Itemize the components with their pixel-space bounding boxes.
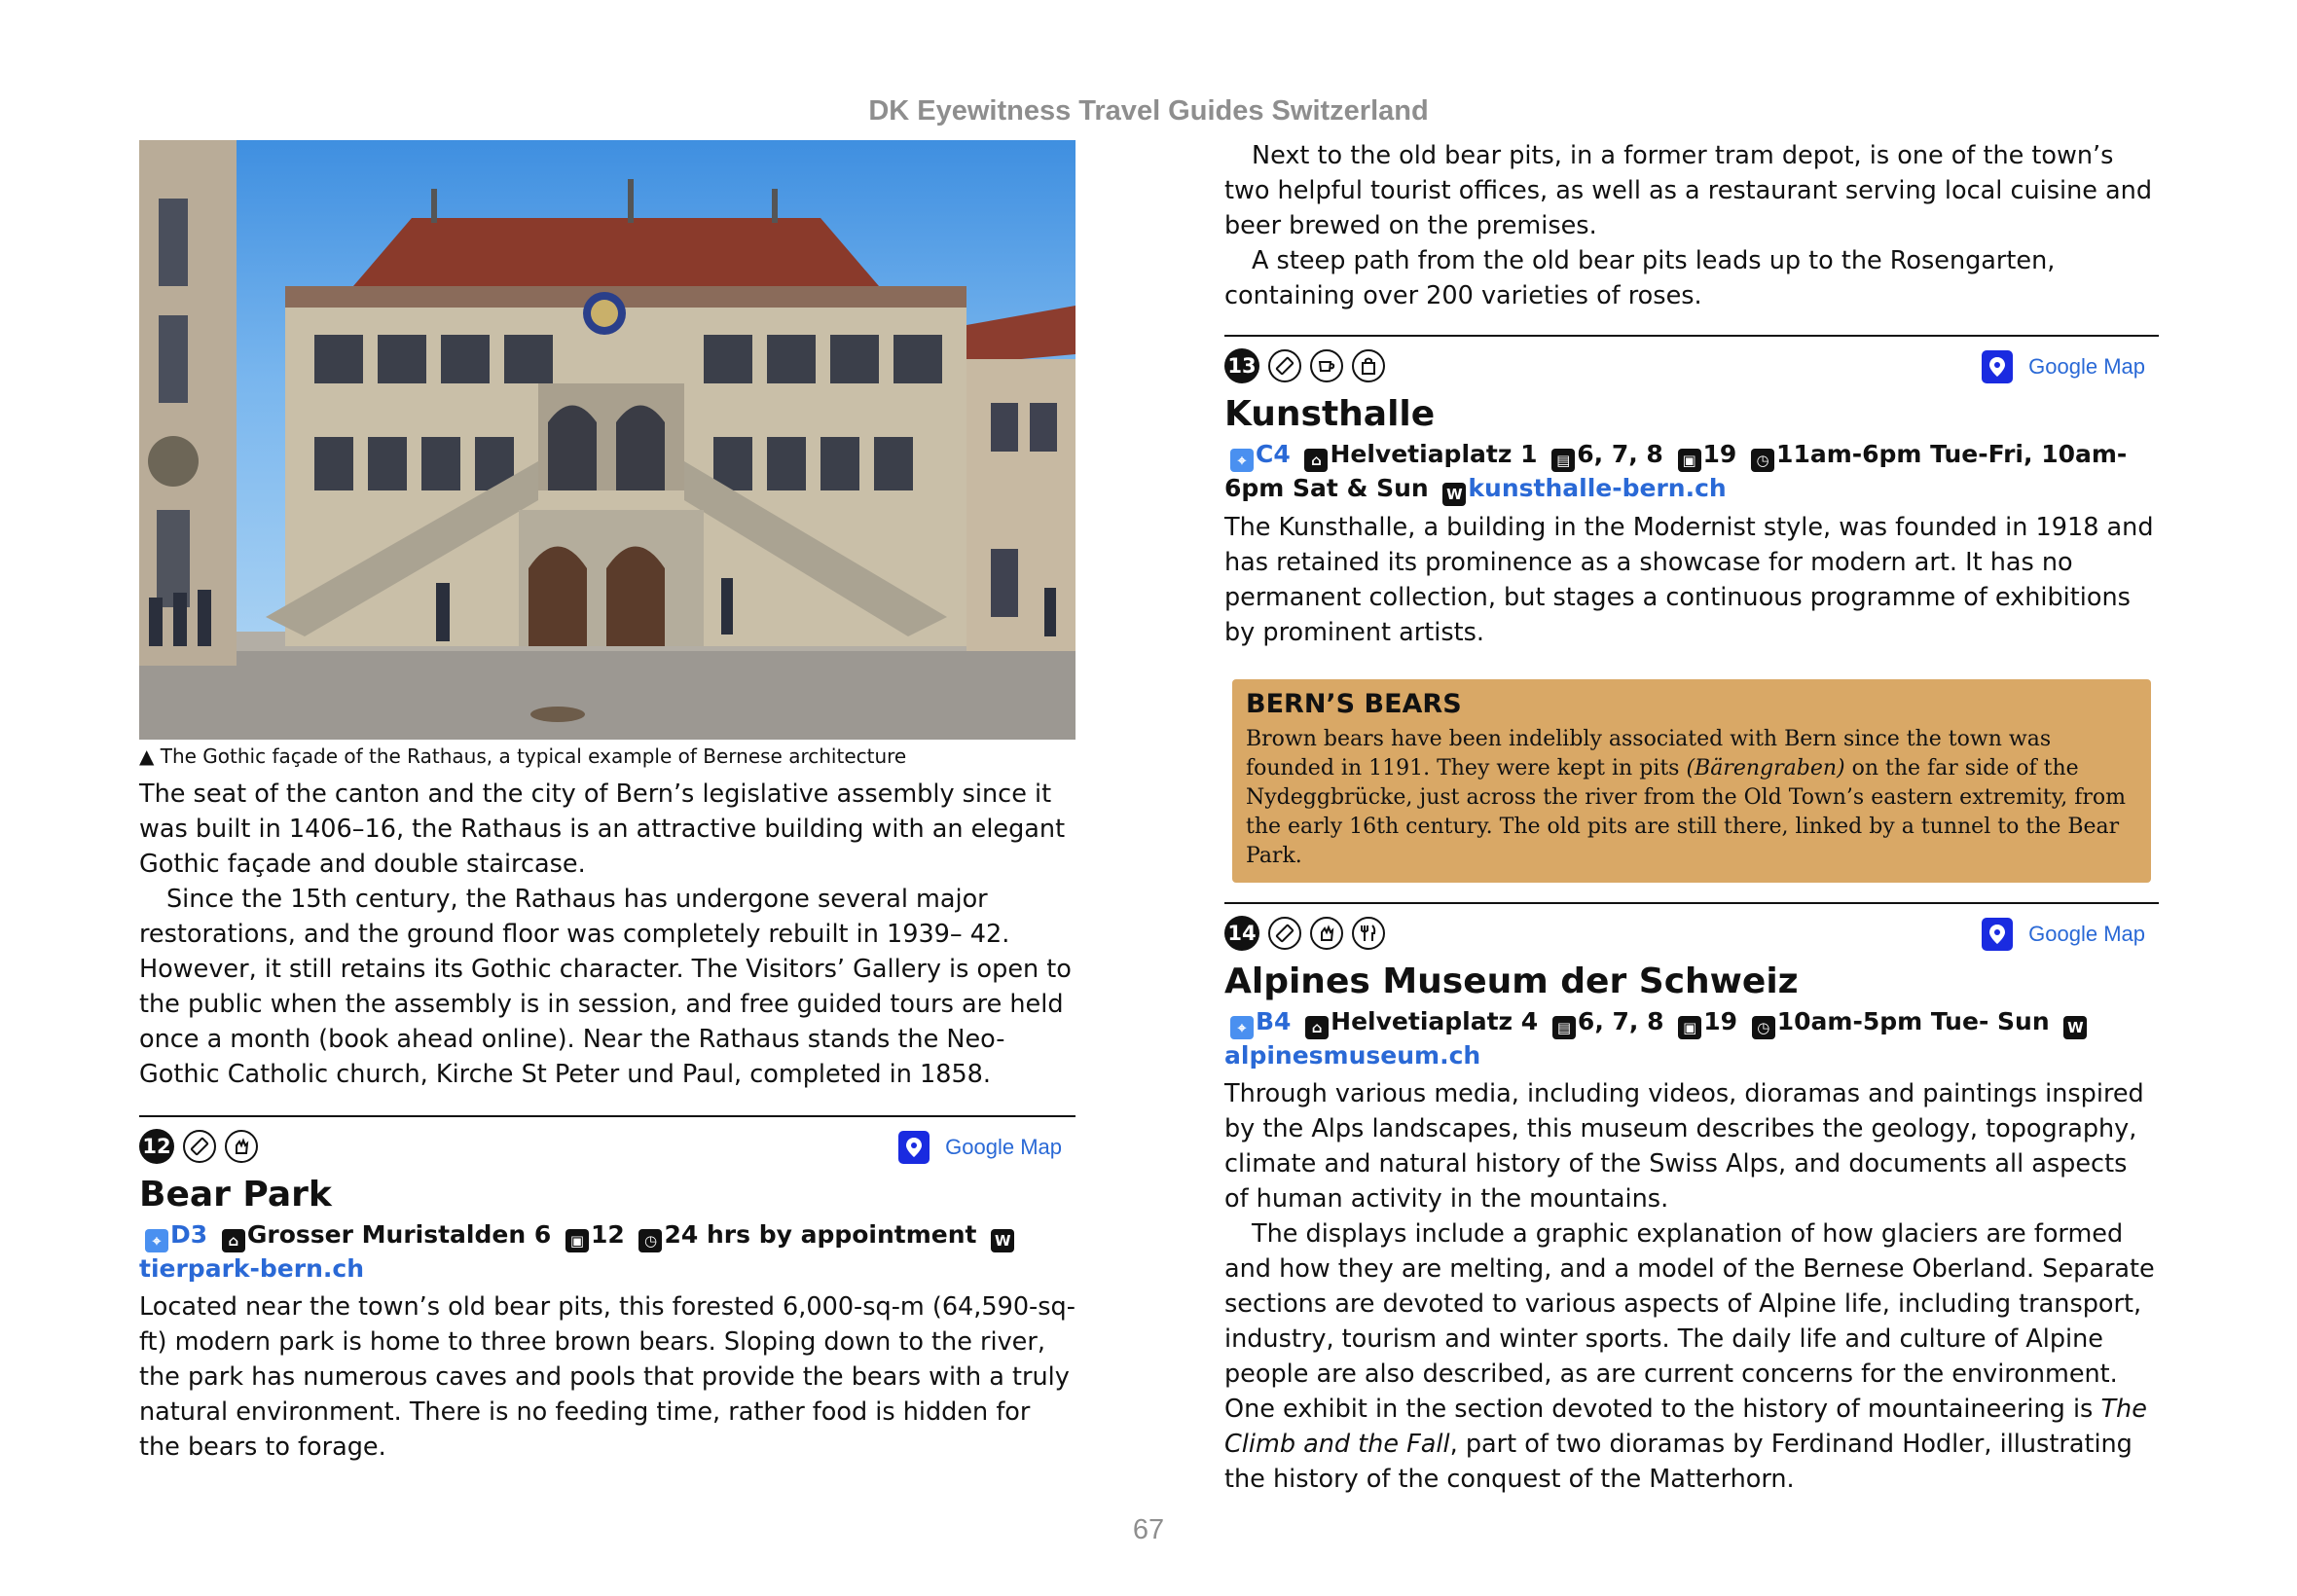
tram-lines: 6, 7, 8 <box>1577 440 1663 468</box>
web-icon: W <box>991 1229 1014 1252</box>
photo-caption: ▲ The Gothic façade of the Rathaus, a typical example of Bernese architecture <box>139 744 907 768</box>
tram-icon: ▤ <box>1551 449 1575 472</box>
entry-description: Located near the town’s old bear pits, this forested 6,000-sq-m (64,590-sq-ft) modern park is home to three brown bears. Sloping down to the river, the park has numerous caves and pools that provide the bears with a truly natural environment. There is no feeding time, rather food is hidden for the bears to forage. <box>139 1292 1076 1462</box>
website-link[interactable]: kunsthalle-bern.ch <box>1468 474 1727 502</box>
entry-title: Alpines Museum der Schweiz <box>1224 961 1799 1001</box>
website-link[interactable]: alpinesmuseum.ch <box>1224 1041 1481 1070</box>
tram-icon: ▤ <box>1552 1016 1576 1039</box>
intro-paragraph-2: A steep path from the old bear pits leads up to the Rosengarten, containing over 200 varieties of roses. <box>1224 246 2056 310</box>
rathaus-paragraph-2: Since the 15th century, the Rathaus has undergone several major restorations, and the ground floor was completely rebuilt in 1939– 42. However, it still retains its Gothic character. The Visitors’ Gallery is open to the public when the assembly is in session, and free guided tours are held once a month (book ahead online). Near the Rathaus stands the Neo-Gothic Catholic church, Kirche St Peter und Paul, completed in 1858. <box>139 885 1072 1089</box>
map-pin-icon <box>898 1131 930 1164</box>
entry-title: Bear Park <box>139 1175 332 1215</box>
bus-icon: ▣ <box>1678 449 1701 472</box>
google-map-label: Google Map <box>945 1135 1062 1159</box>
address-icon: ⌂ <box>1304 449 1328 472</box>
rathaus-photo <box>139 140 1076 740</box>
bus-lines: 12 <box>590 1220 625 1249</box>
google-map-link[interactable] <box>898 1131 1062 1164</box>
address: Grosser Muristalden 6 <box>246 1220 552 1249</box>
hand-icon <box>225 1130 258 1163</box>
map-pin-icon: ⌖ <box>145 1229 168 1252</box>
page-number: 67 <box>1132 1514 1165 1545</box>
section-divider <box>1224 335 2159 337</box>
box-text: Brown bears have been indelibly associated with Bern since the town was founded in 1191. They were kept in pits (Bärengraben) on the far side of the Nydeggbrücke, just across the river from the Old Town’s eastern extremity, from the early 16th century. The old pits are still there, linked by a tunnel to the Bear Park. <box>1246 727 2126 868</box>
map-pin-icon <box>1982 350 2013 383</box>
google-map-link[interactable] <box>1982 918 2145 951</box>
address: Helvetiaplatz 1 <box>1330 440 1538 468</box>
map-pin-icon: ⌖ <box>1230 449 1254 472</box>
intro-paragraph-1: Next to the old bear pits, in a former tram depot, is one of the town’s two helpful tourist offices, as well as a restaurant serving local cuisine and beer brewed on the premises. <box>1224 141 2153 240</box>
entry-meta <box>1224 1005 2159 1072</box>
bus-icon: ▣ <box>1678 1016 1701 1039</box>
address-icon: ⌂ <box>1305 1016 1329 1039</box>
opening-hours: 11am-6pm Tue-Fri, 10am-6pm Sat & Sun <box>1224 440 2128 502</box>
google-map-link[interactable] <box>1982 350 2145 383</box>
address: Helvetiaplatz 4 <box>1331 1007 1539 1035</box>
entry-description-2: The displays include a graphic explanation of how glaciers are formed and how they are melting, and a model of the Bernese Oberland. Separate sections are devoted to various aspects of Alpine life, including transport, industry, tourism and winter sports. The daily life and culture of Alpine people are also described, as are current concerns for the environment. One exhibit in the section devoted to the history of mountaineering is The Climb and the Fall, part of two dioramas by Ferdinand Hodler, illustrating the history of the conquest of the Matterhorn. <box>1224 1219 2155 1494</box>
kunsthalle-header <box>1224 348 2159 395</box>
grid-reference: D3 <box>170 1220 208 1249</box>
alpines-header <box>1224 916 2159 962</box>
bus-icon: ▣ <box>565 1229 589 1252</box>
web-icon: W <box>1442 483 1466 506</box>
grid-reference: B4 <box>1256 1007 1292 1035</box>
website-link[interactable]: tierpark-bern.ch <box>139 1254 364 1283</box>
entry-number-badge: 12 <box>139 1129 174 1164</box>
rathaus-paragraph-1: The seat of the canton and the city of Bern’s legislative assembly since it was built in 1406–16, the Rathaus is an attractive building with an elegant Gothic façade and double staircase. <box>139 780 1066 879</box>
clock-icon: ◷ <box>1752 1016 1775 1039</box>
clock-icon: ◷ <box>1751 449 1774 472</box>
bus-lines: 19 <box>1703 1007 1738 1035</box>
entry-description: Through various media, including videos, dioramas and paintings inspired by the Alps landscapes, this museum describes the geology, topography, climate and natural history of the Swiss Alps, and documents all aspects of human activity in the mountains. <box>1224 1079 2144 1214</box>
map-pin-icon: ⌖ <box>1230 1016 1254 1039</box>
ticket-icon <box>1268 917 1301 950</box>
restaurant-icon <box>1352 917 1385 950</box>
ticket-icon <box>1268 349 1301 382</box>
web-icon: W <box>2063 1016 2087 1039</box>
shopping-bag-icon <box>1352 349 1385 382</box>
box-title: BERN’S BEARS <box>1246 689 1462 719</box>
clock-icon: ◷ <box>638 1229 662 1252</box>
cafe-icon <box>1310 349 1343 382</box>
address-icon: ⌂ <box>222 1229 245 1252</box>
berns-bears-box <box>1232 679 2151 883</box>
opening-hours: 24 hrs by appointment <box>664 1220 977 1249</box>
page-title: DK Eyewitness Travel Guides Switzerland <box>868 95 1429 127</box>
opening-hours: 10am-5pm Tue- Sun <box>1776 1007 2050 1035</box>
bus-lines: 19 <box>1702 440 1737 468</box>
entry-number-badge: 13 <box>1224 348 1259 383</box>
google-map-label: Google Map <box>2028 922 2145 946</box>
bear-park-header <box>139 1129 1076 1176</box>
tram-lines: 6, 7, 8 <box>1577 1007 1664 1035</box>
entry-meta <box>139 1218 1076 1286</box>
right-column <box>1224 138 2159 1497</box>
hand-icon <box>1310 917 1343 950</box>
left-column <box>139 140 1076 1465</box>
entry-number-badge: 14 <box>1224 916 1259 951</box>
map-pin-icon <box>1982 918 2013 951</box>
section-divider <box>1224 902 2159 904</box>
grid-reference: C4 <box>1256 440 1291 468</box>
section-divider <box>139 1115 1076 1117</box>
entry-title: Kunsthalle <box>1224 394 1436 434</box>
ticket-icon <box>183 1130 216 1163</box>
entry-description: The Kunsthalle, a building in the Modernist style, was founded in 1918 and has retained its prominence as a showcase for modern art. It has no permanent collection, but stages a continuous programme of exhibitions by prominent artists. <box>1224 513 2154 647</box>
entry-meta <box>1224 438 2159 506</box>
google-map-label: Google Map <box>2028 354 2145 379</box>
